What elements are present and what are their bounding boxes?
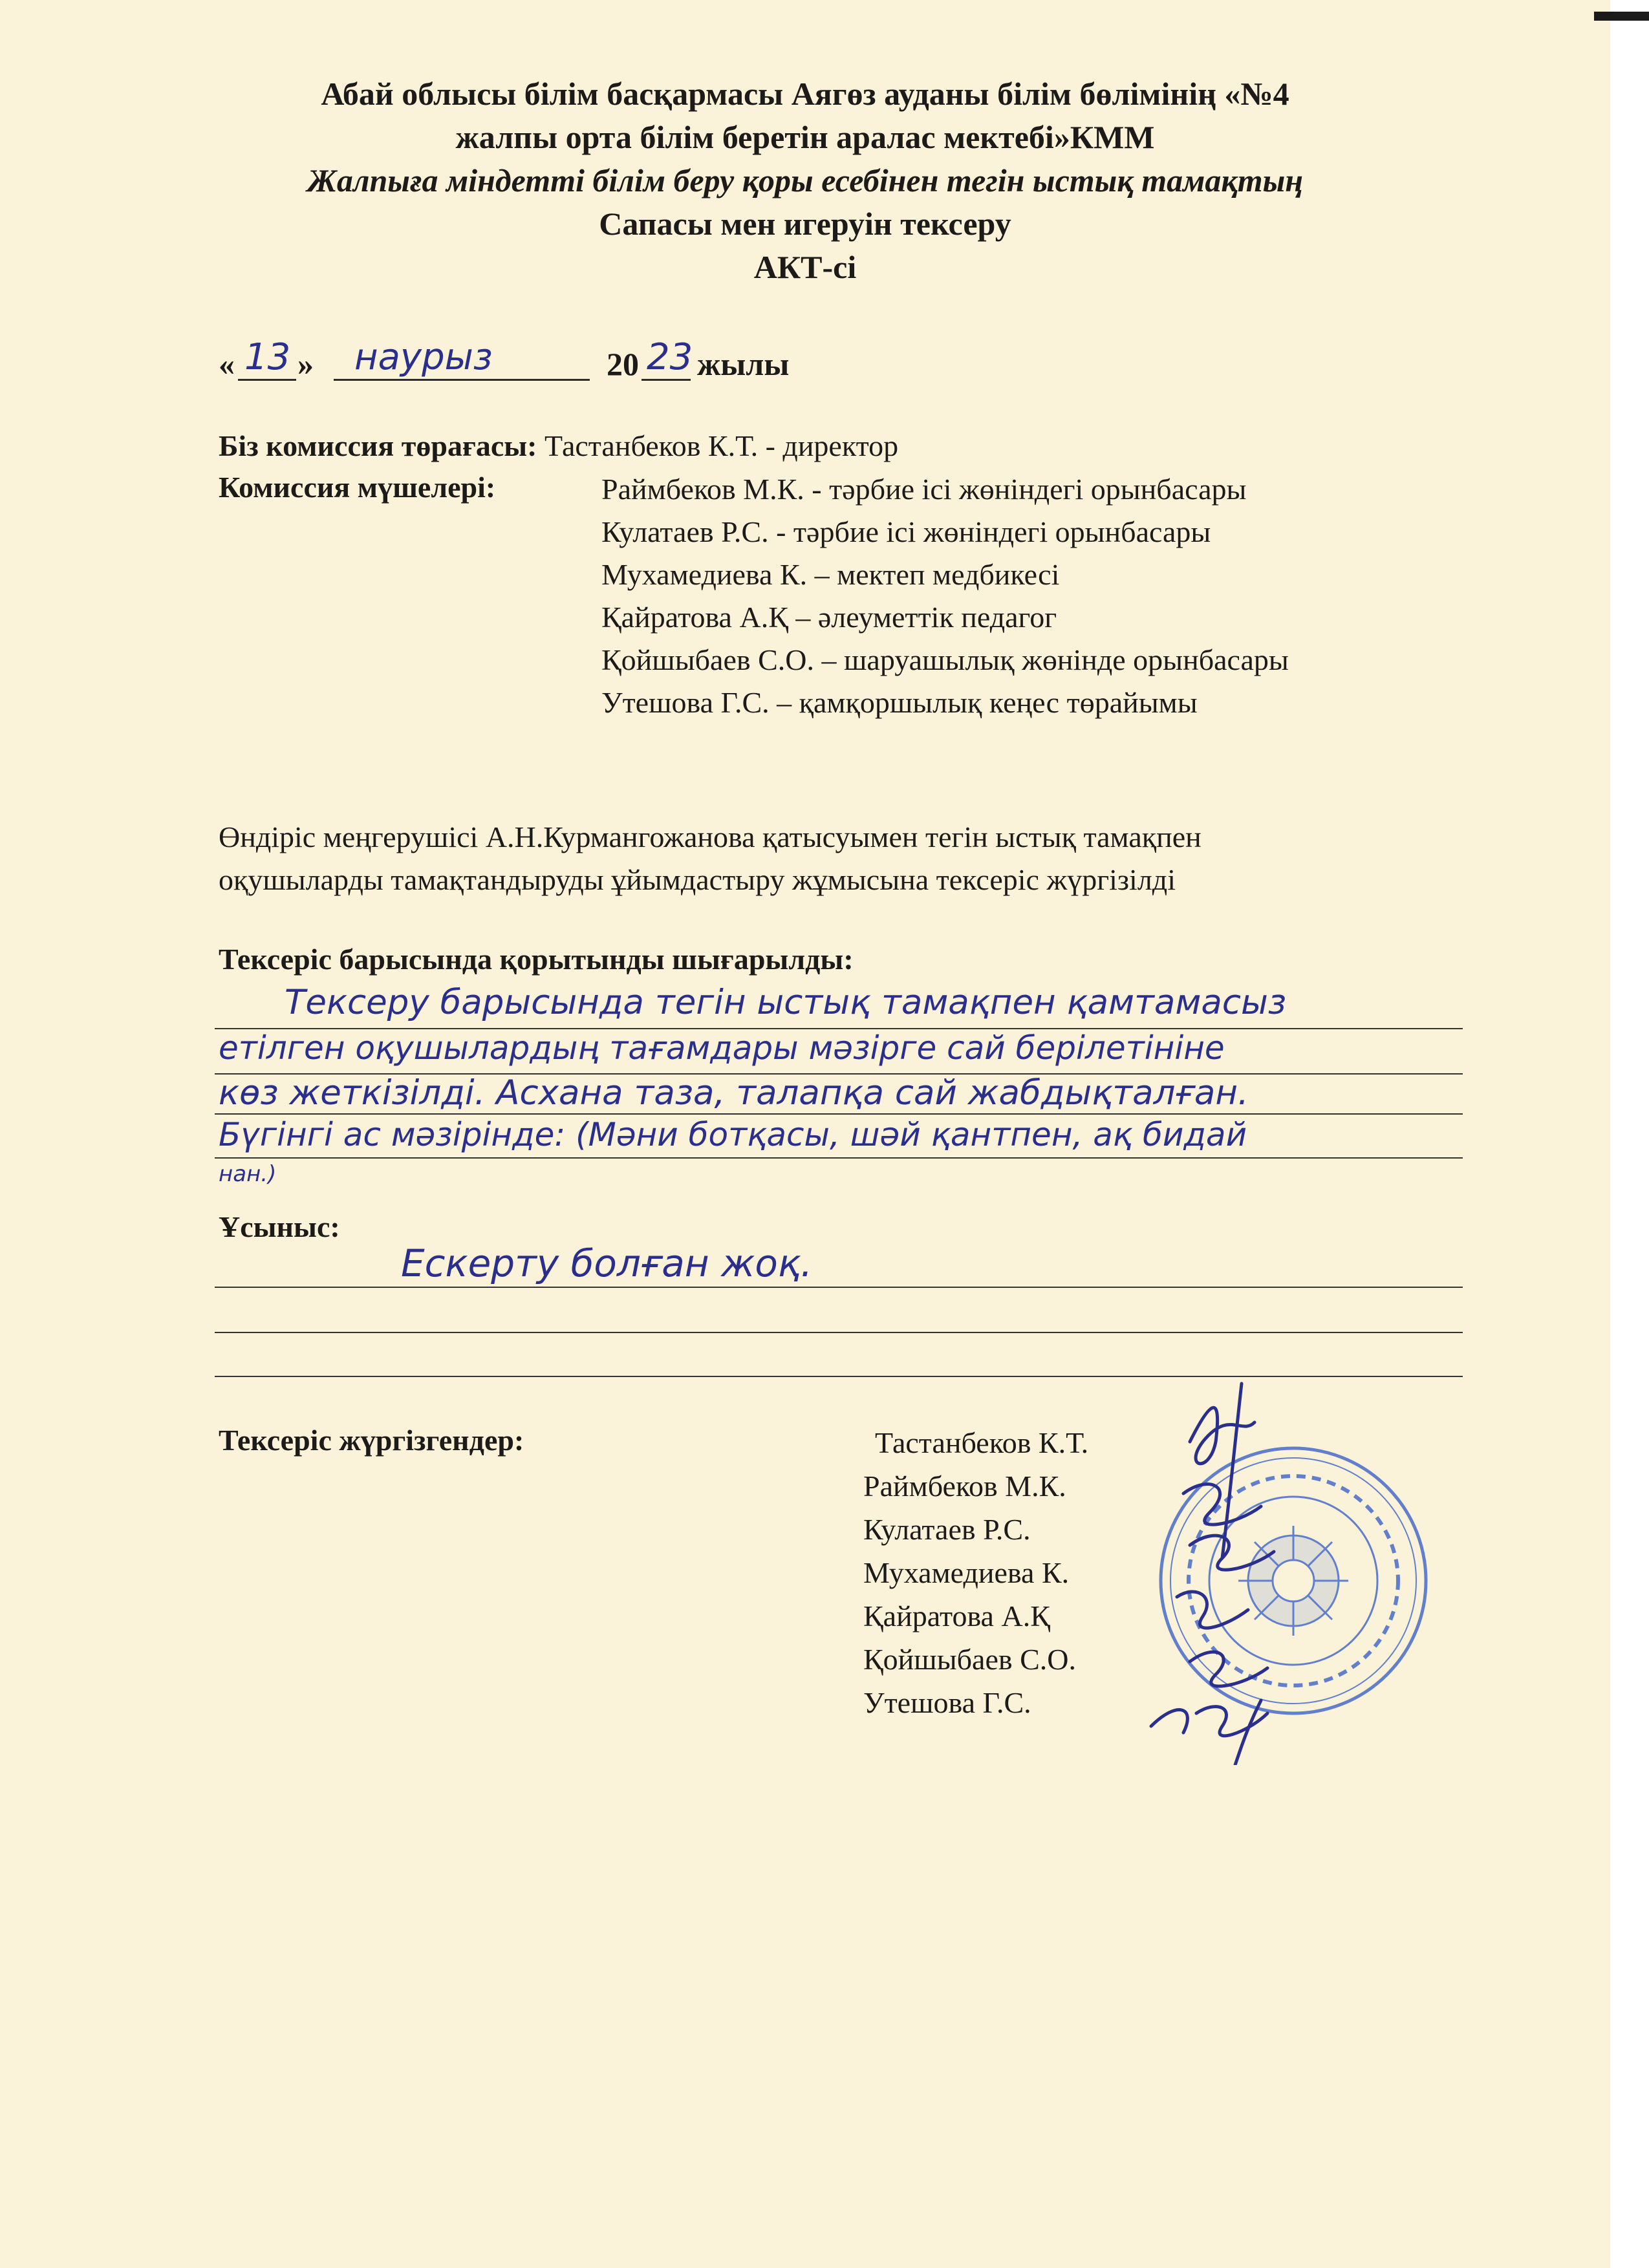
signatures-label: Тексеріс жүргізгендер: (219, 1424, 524, 1457)
date-year-prefix: 20 (607, 346, 639, 382)
signers-list (863, 1421, 1088, 1724)
date-month: наурыз (354, 336, 493, 378)
member-item: Утешова Г.С. – қамқоршылық кеңес төрайымы (601, 686, 1198, 719)
document-header (194, 72, 1416, 289)
official-stamp-with-signatures (1112, 1364, 1449, 1765)
month-underline (334, 379, 590, 381)
members-list (601, 468, 1289, 724)
signer-name: Тастанбеков К.Т. (875, 1426, 1089, 1459)
chair-row (219, 427, 898, 465)
day-underline (238, 379, 296, 381)
conclusion-handwriting-line-3: көз жеткізілді. Асхана таза, талапқа сай жабдықталған. (219, 1073, 1249, 1113)
conclusion-handwriting-line-2: етілген оқушылардың тағамдары мәзірге сай берілетініне (219, 1029, 1225, 1067)
conclusion-handwriting-line-1: Тексеру барысында тегін ыстық тамақпен қамтамасыз (285, 983, 1287, 1022)
chair-label: Біз комиссия төрағасы: (219, 429, 537, 462)
header-line-5: АКТ-сі (753, 249, 857, 285)
intro-line-1: Өндіріс меңгерушісі А.Н.Курмангожанова қатысуымен тегін ыстық тамақпен (219, 820, 1202, 853)
conclusion-label: Тексеріс барысында қорытынды шығарылды: (219, 943, 854, 976)
conclusion-handwriting-line-4: Бүгінгі ас мәзірінде: (Мәни ботқасы, шәй қантпен, ақ бидай (219, 1116, 1247, 1153)
proposal-label: Ұсыныс: (219, 1210, 340, 1243)
scan-edge-mark (1594, 12, 1649, 21)
date-day: 13 (244, 336, 291, 378)
signer-name: Қойшыбаев С.О. (863, 1643, 1076, 1676)
ruled-line (215, 1332, 1463, 1333)
signer-name: Кулатаев Р.С. (863, 1513, 1031, 1546)
ruled-line (215, 1113, 1463, 1115)
member-item: Қайратова А.Қ – әлеуметтік педагог (601, 601, 1057, 634)
signer-name: Утешова Г.С. (863, 1686, 1031, 1719)
ruled-line (215, 1287, 1463, 1288)
member-item: Раймбеков М.К. - тәрбие ісі жөніндегі орынбасары (601, 473, 1247, 506)
intro-paragraph (219, 816, 1202, 901)
chair-value: Тастанбеков К.Т. - директор (544, 429, 899, 462)
member-item: Қойшыбаев С.О. – шаруашылық жөнінде орынбасары (601, 643, 1289, 676)
date-close-quote: » (297, 346, 314, 382)
conclusion-handwriting-line-5: нан.) (219, 1161, 277, 1187)
header-line-4: Сапасы мен игеруін тексеру (599, 206, 1011, 242)
header-line-1: Абай облысы білім басқармасы Аягөз ауданы білім бөлімінің «№4 (321, 76, 1289, 112)
year-underline (641, 379, 691, 381)
signer-name: Қайратова А.Қ (863, 1599, 1050, 1632)
ruled-line (215, 1157, 1463, 1159)
proposal-handwriting: Ескерту болған жоқ. (401, 1241, 813, 1285)
date-open-quote: « (219, 346, 235, 382)
intro-line-2: оқушыларды тамақтандыруды ұйымдастыру жұмысына тексеріс жүргізілді (219, 863, 1176, 896)
members-label: Комиссия мүшелері: (219, 471, 496, 504)
signer-name: Раймбеков М.К. (863, 1470, 1066, 1503)
date-year-word: жылы (697, 346, 790, 382)
stamp-seal (1161, 1448, 1426, 1713)
member-item: Мухамедиева К. – мектеп медбикесі (601, 558, 1060, 591)
date-year-suffix: 23 (647, 336, 693, 378)
signer-name: Мухамедиева К. (863, 1556, 1070, 1589)
header-line-2: жалпы орта білім беретін аралас мектебі»КММ (455, 119, 1155, 155)
member-item: Кулатаев Р.С. - тәрбие ісі жөніндегі орынбасары (601, 515, 1211, 548)
header-line-3: Жалпыға міндетті білім беру қоры есебінен тегін ыстық тамақтың (307, 162, 1304, 198)
